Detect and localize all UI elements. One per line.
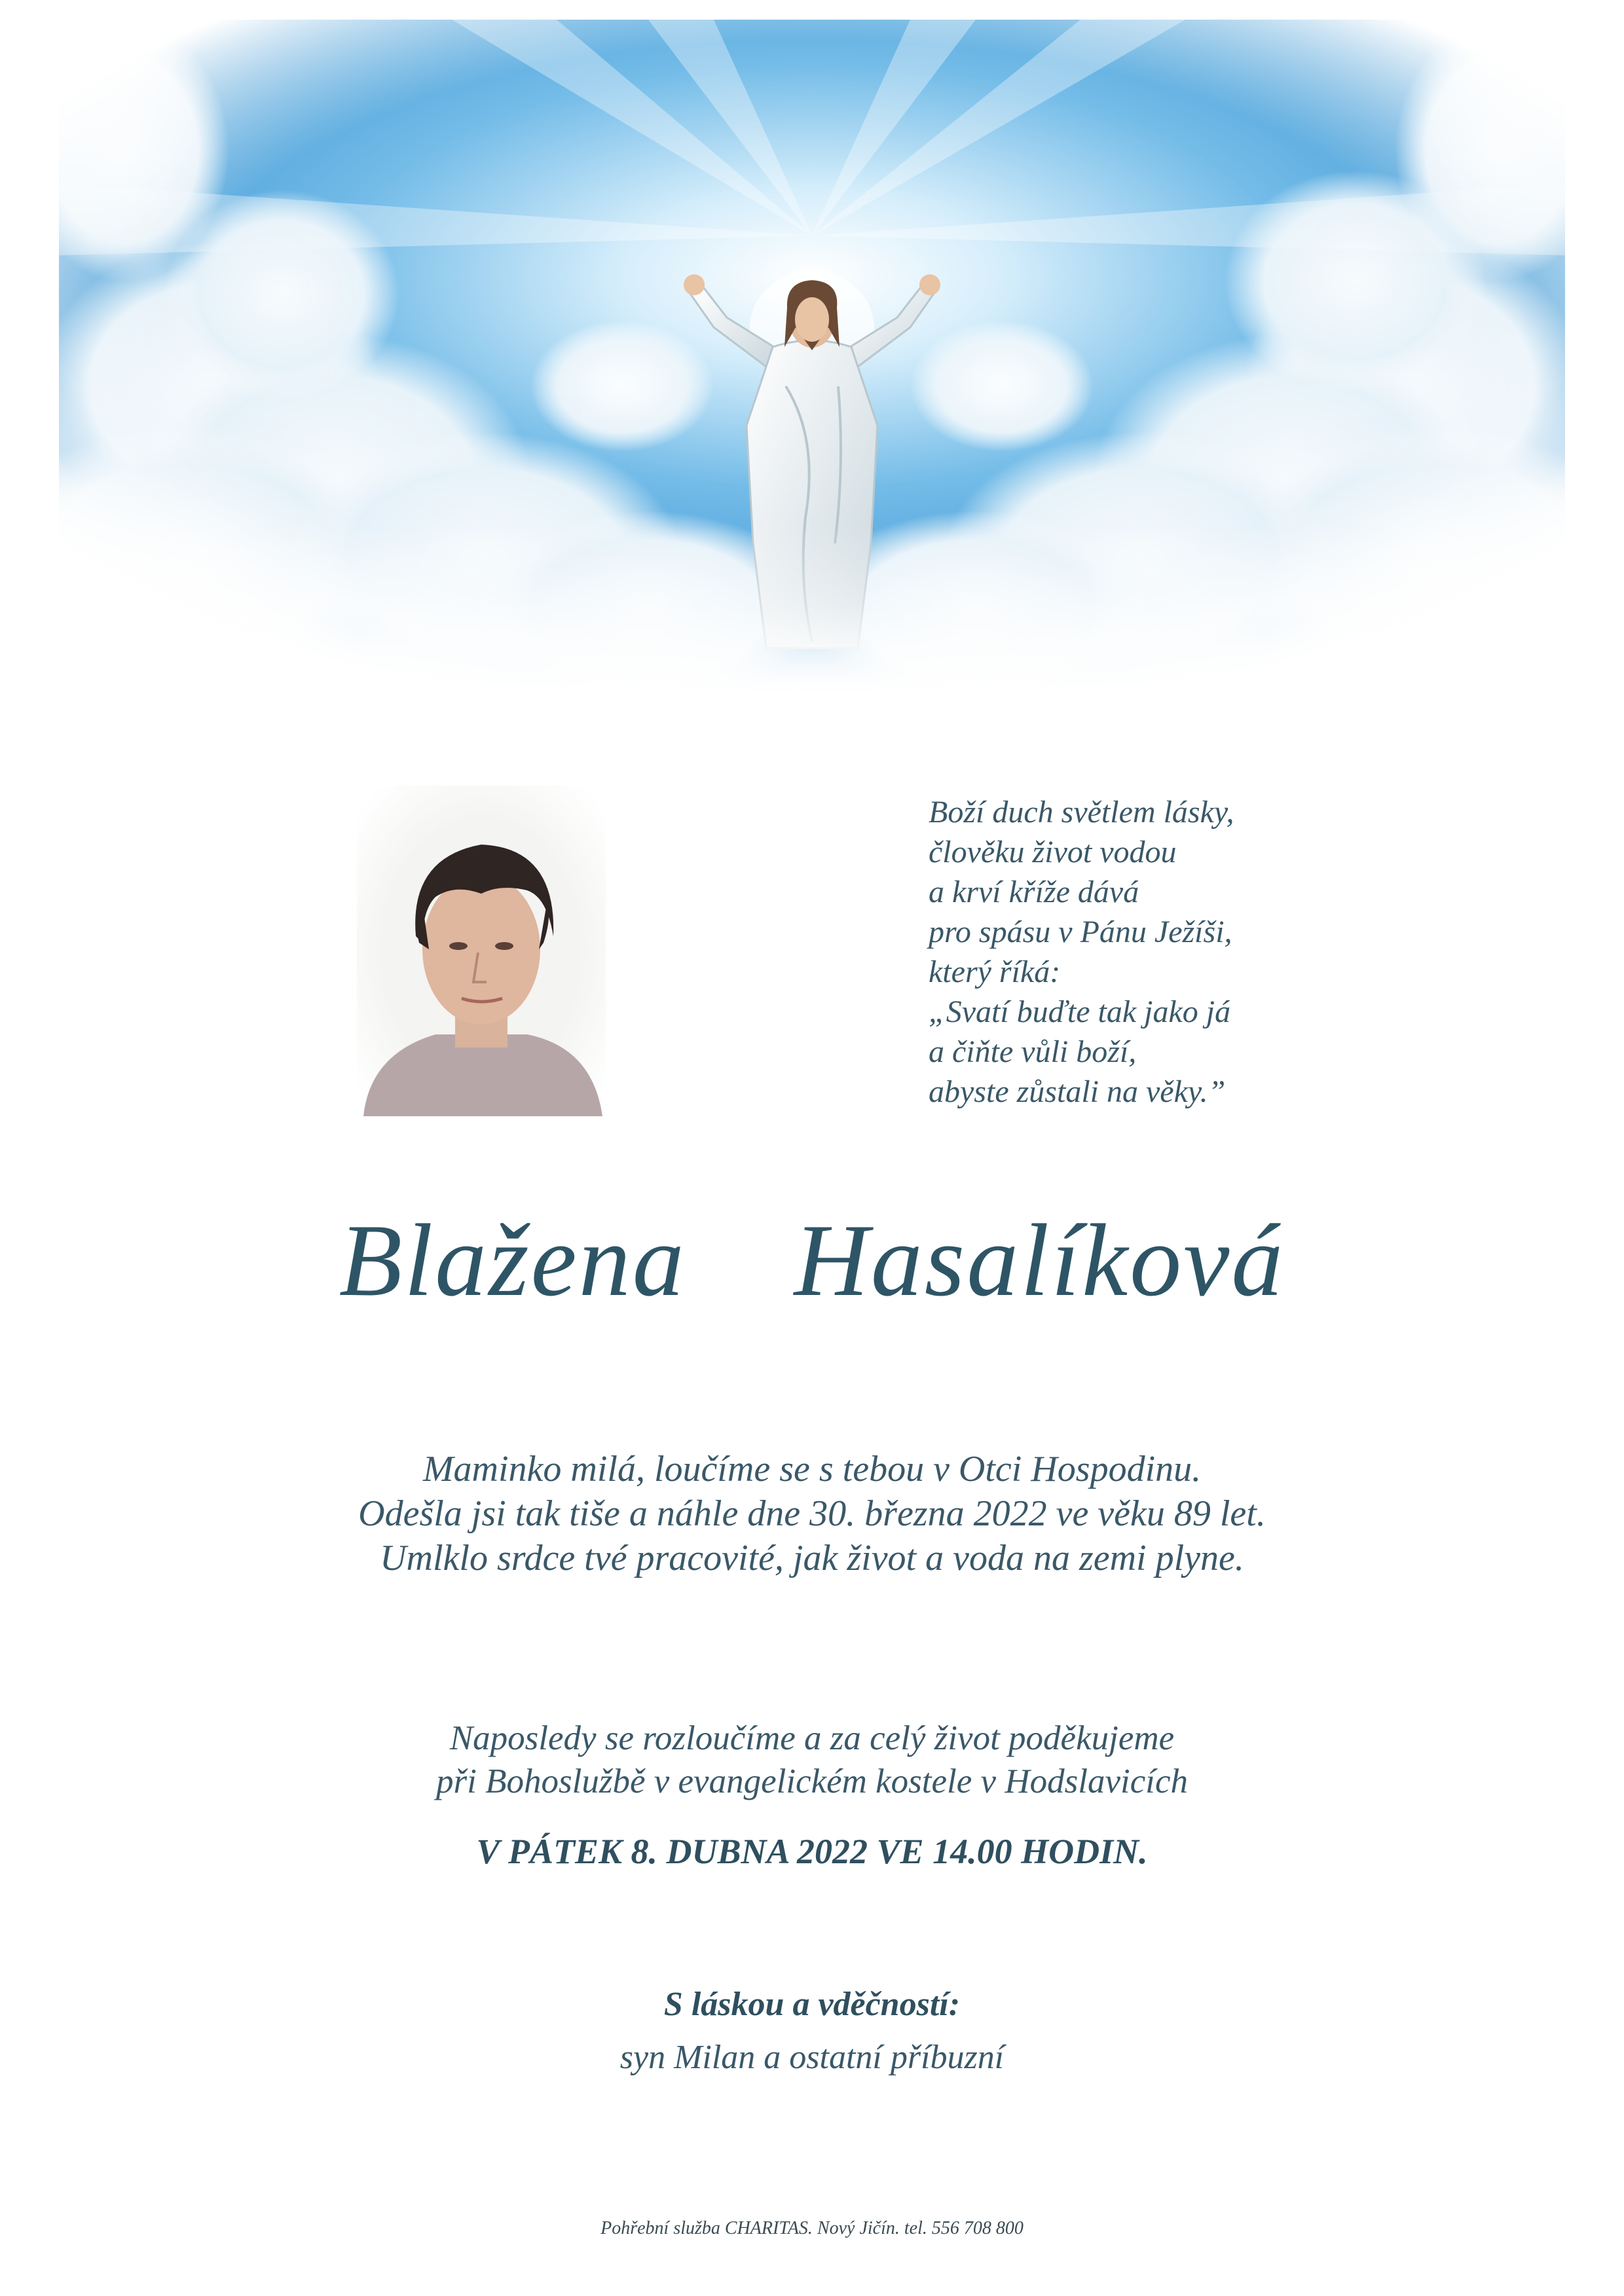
poem-line: a krví kříže dává bbox=[929, 875, 1139, 909]
funeral-service-footer: Pohřební služba CHARITAS. Nový Jičín. tel. 556 708 800 bbox=[600, 2218, 1024, 2238]
poem bbox=[929, 792, 1387, 1112]
header-image bbox=[59, 20, 1565, 694]
farewell-line: Umlklo srdce tvé pracovité, jak život a voda na zemi plyne. bbox=[380, 1538, 1244, 1578]
portrait-photo bbox=[357, 786, 606, 1116]
signoff-heading: S láskou a vděčností: bbox=[663, 1986, 961, 2023]
farewell-line: Odešla jsi tak tiše a náhle dne 30. března 2022 ve věku 89 let. bbox=[358, 1493, 1266, 1534]
deceased-name: Blažena Hasalíková bbox=[339, 1203, 1285, 1318]
poem-line: pro spásu v Pánu Ježíši, bbox=[929, 915, 1232, 949]
jesus-in-clouds-image bbox=[59, 20, 1565, 694]
poem-line: člověku život vodou bbox=[929, 835, 1177, 869]
farewell-text bbox=[0, 1447, 1624, 1580]
poem-line: abyste zůstali na věky.” bbox=[929, 1074, 1226, 1109]
portrait-icon bbox=[357, 786, 606, 1116]
farewell-line: Maminko milá, loučíme se s tebou v Otci Hospodinu. bbox=[422, 1449, 1202, 1489]
service-text bbox=[0, 1717, 1624, 1803]
service-line: při Bohoslužbě v evangelickém kostele v Hodslavicích bbox=[436, 1762, 1188, 1800]
poem-line: Boží duch světlem lásky, bbox=[929, 795, 1234, 829]
signoff-names: syn Milan a ostatní příbuzní bbox=[619, 2039, 1005, 2076]
poem-line: který říká: bbox=[929, 955, 1061, 989]
poem-line: a čiňte vůli boží, bbox=[929, 1034, 1137, 1069]
service-date: V PÁTEK 8. DUBNA 2022 VE 14.00 HODIN. bbox=[476, 1832, 1148, 1871]
poem-line: „Svatí buďte tak jako já bbox=[929, 994, 1231, 1029]
service-line: Naposledy se rozloučíme a za celý život poděkujeme bbox=[449, 1719, 1175, 1757]
